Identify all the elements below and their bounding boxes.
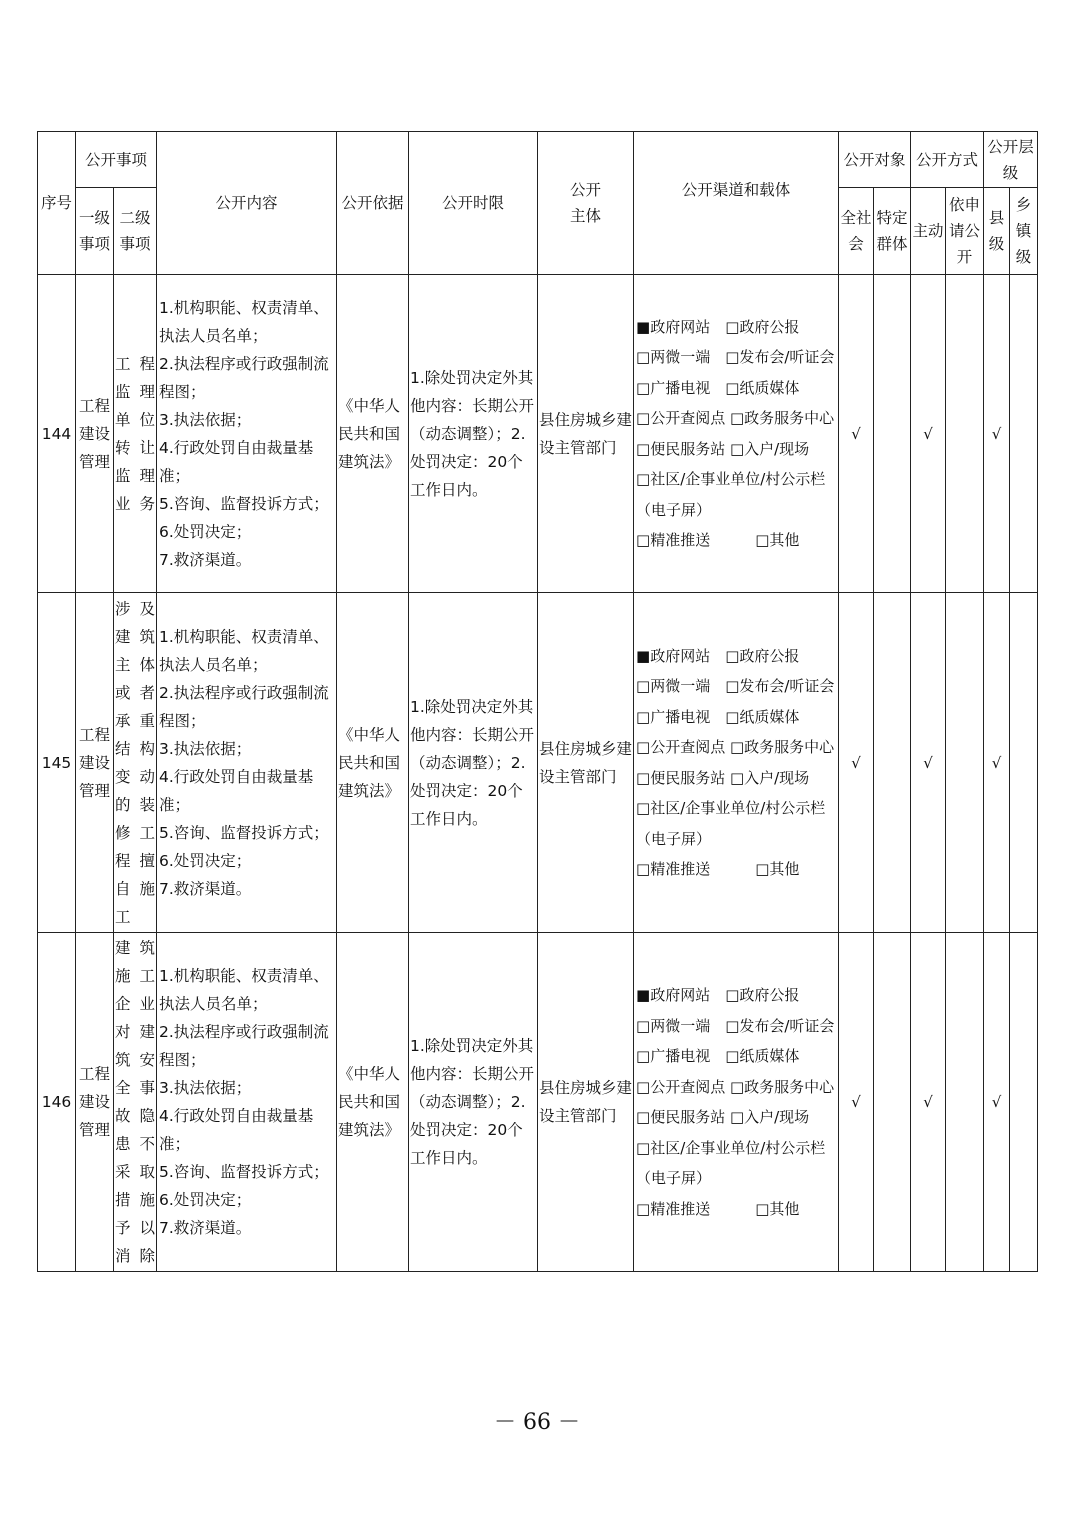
channel-item: □社区/企事业单位/村公示栏（电子屏） [636,470,826,519]
mark-tier-county: √ [984,275,1010,593]
row-channels [634,933,839,1272]
row-time-limit: 1.除处罚决定外其他内容：长期公开（动态调整）；2.处罚决定：20个工作日内。 [409,275,538,593]
content-line: 6.处罚决定； [159,851,252,870]
channel-item: □广播电视 □纸质媒体 [636,1047,800,1065]
row-content [157,933,337,1272]
content-line: 1.机构职能、权责清单、执法人员名单； [159,298,329,345]
row-level2: 建筑施工企业对建筑安全事故隐患不采取措施予以消除 [114,933,157,1272]
content-line: 5.咨询、监督投诉方式； [159,823,329,842]
row-seq: 145 [38,593,76,933]
content-line: 7.救济渠道。 [159,550,252,569]
header-content: 公开内容 [157,132,337,275]
mark-target-all: √ [839,593,874,933]
content-line: 2.执法程序或行政强制流程图； [159,1023,329,1069]
header-mode-request: 依申请公开 [946,188,984,275]
mark-target-all: √ [839,275,874,593]
content-line: 7.救济渠道。 [159,1219,252,1237]
mark-mode-request [946,275,984,593]
header-basis: 公开依据 [337,132,409,275]
channel-item: □精准推送 □其他 [636,531,800,549]
mark-tier-county: √ [984,593,1010,933]
header-level2: 二级事项 [114,188,157,275]
content-line: 2.执法程序或行政强制流程图； [159,354,329,401]
page-number: － 66 － [494,1410,580,1435]
channel-item: □精准推送 □其他 [636,860,800,878]
channel-item: □公开查阅点 □政务服务中心 [636,1077,835,1096]
row-level1: 工程建设管理 [76,275,114,593]
header-tier-county: 县级 [984,188,1010,275]
mark-mode-active: √ [911,593,946,933]
header-subject: 公开主体 [538,132,634,275]
mark-mode-active: √ [911,275,946,593]
row-level2: 工程监理单位转让监理业务 [114,275,157,593]
mark-target-specific [874,593,911,933]
channel-item: □两微一端 □发布会/听证会 [636,1016,835,1035]
header-matters: 公开事项 [76,132,157,188]
channel-item: □便民服务站 □入户/现场 [636,1108,810,1126]
channel-item: □公开查阅点 □政务服务中心 [636,409,835,427]
row-basis: 《中华人民共和国建筑法》 [337,933,409,1272]
table-row [38,933,1038,1272]
mark-tier-town [1010,933,1038,1272]
content-line: 1.机构职能、权责清单、执法人员名单； [159,967,329,1013]
table-row [38,593,1038,933]
row-channels [634,275,839,593]
channel-item: □两微一端 □发布会/听证会 [636,677,835,695]
channel-item: □广播电视 □纸质媒体 [636,378,800,397]
row-basis: 《中华人民共和国建筑法》 [337,593,409,933]
content-line: 4.行政处罚自由裁量基准； [159,438,314,485]
content-line: 4.行政处罚自由裁量基准； [159,1107,314,1153]
content-line: 5.咨询、监督投诉方式； [159,494,329,513]
header-channels: 公开渠道和载体 [634,132,839,275]
header-tier-town: 乡镇级 [1010,188,1038,275]
header-mode: 公开方式 [911,132,984,188]
row-time-limit: 1.除处罚决定外其他内容：长期公开（动态调整）；2.处罚决定：20个工作日内。 [409,593,538,933]
channel-item: □社区/企事业单位/村公示栏（电子屏） [636,799,826,848]
row-subject: 县住房城乡建设主管部门 [538,275,634,593]
row-seq: 146 [38,933,76,1272]
header-target: 公开对象 [839,132,911,188]
mark-target-specific [874,933,911,1272]
header-target-specific: 特定群体 [874,188,911,275]
row-subject: 县住房城乡建设主管部门 [538,933,634,1272]
row-channels [634,593,839,933]
row-content [157,275,337,593]
channel-item: □社区/企事业单位/村公示栏（电子屏） [636,1138,826,1187]
mark-tier-county: √ [984,933,1010,1272]
content-line: 2.执法程序或行政强制流程图； [159,683,329,730]
row-level1: 工程建设管理 [76,593,114,933]
content-line: 4.行政处罚自由裁量基准； [159,767,314,814]
mark-mode-request [946,593,984,933]
channel-item: □两微一端 □发布会/听证会 [636,348,835,366]
header-level1: 一级事项 [76,188,114,275]
content-line: 3.执法依据； [159,739,252,758]
content-line: 5.咨询、监督投诉方式； [159,1163,329,1181]
mark-mode-active: √ [911,933,946,1272]
table-row [38,275,1038,593]
channel-item: □便民服务站 □入户/现场 [636,439,810,458]
header-time-limit: 公开时限 [409,132,538,275]
channel-item: □广播电视 □纸质媒体 [636,707,800,726]
row-content [157,593,337,933]
row-level1: 工程建设管理 [76,933,114,1272]
channel-item: ■政府网站 □政府公报 [636,646,800,665]
row-level2: 涉及建筑主体或者承重结构变动的装修工程擅自施工 [114,593,157,933]
mark-tier-town [1010,593,1038,933]
mark-tier-town [1010,275,1038,593]
row-time-limit: 1.除处罚决定外其他内容：长期公开（动态调整）；2.处罚决定：20个工作日内。 [409,933,538,1272]
channel-item: ■政府网站 □政府公报 [636,986,800,1004]
content-line: 6.处罚决定； [159,522,252,541]
content-line: 7.救济渠道。 [159,879,252,898]
header-target-all: 全社会 [839,188,874,275]
mark-mode-request [946,933,984,1272]
content-line: 6.处罚决定； [159,1191,252,1209]
header-tier: 公开层级 [984,132,1038,188]
mark-target-specific [874,275,911,593]
row-basis: 《中华人民共和国建筑法》 [337,275,409,593]
mark-target-all: √ [839,933,874,1272]
content-line: 1.机构职能、权责清单、执法人员名单； [159,627,329,674]
content-line: 3.执法依据； [159,1079,252,1097]
header-mode-active: 主动 [911,188,946,275]
content-line: 3.执法依据； [159,410,252,429]
row-subject: 县住房城乡建设主管部门 [538,593,634,933]
channel-item: □公开查阅点 □政务服务中心 [636,738,835,756]
row-seq: 144 [38,275,76,593]
channel-item: □便民服务站 □入户/现场 [636,768,810,787]
channel-item: □精准推送 □其他 [636,1199,800,1218]
channel-item: ■政府网站 □政府公报 [636,317,800,336]
disclosure-table [37,131,1038,1272]
header-seq: 序号 [38,132,76,275]
